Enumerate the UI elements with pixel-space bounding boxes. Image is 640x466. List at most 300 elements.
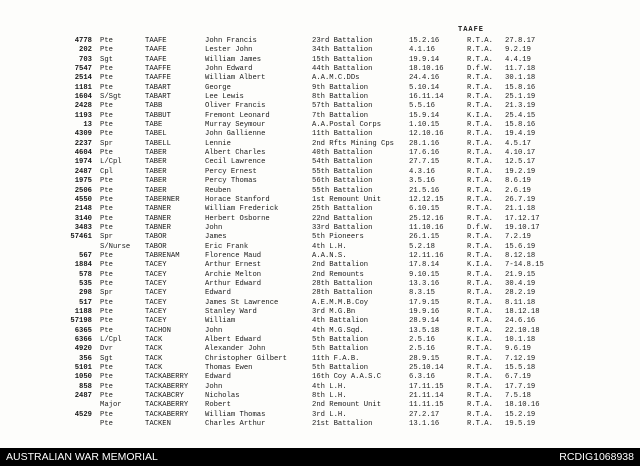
unit-cell: A.A.Postal Corps (312, 121, 382, 130)
fate-cell: R.T.A. (467, 233, 493, 242)
service-number-cell: 1604 (74, 93, 92, 102)
table-row (0, 420, 640, 429)
fate-date-cell: 15.8.16 (505, 121, 536, 130)
given-names-cell: Percy Thomas (205, 177, 257, 186)
given-names-cell: Lee Lewis (205, 93, 244, 102)
service-number-cell: 517 (79, 298, 92, 307)
given-names-cell: Charles Arthur (205, 420, 266, 429)
enlistment-date-cell: 26.1.15 (409, 233, 440, 242)
surname-cell: TACEY (145, 270, 167, 279)
given-names-cell: Nicholas (205, 392, 240, 401)
service-number-cell: 3483 (74, 223, 92, 232)
fate-date-cell: 8.11.18 (505, 298, 536, 307)
surname-cell: TABELL (145, 139, 171, 148)
enlistment-date-cell: 18.10.16 (409, 65, 444, 74)
rank-cell: Sgt (100, 354, 113, 363)
unit-cell: 22nd Battalion (312, 214, 373, 223)
fate-date-cell: 4.5.17 (505, 139, 531, 148)
given-names-cell: William James (205, 55, 262, 64)
fate-cell: R.T.A. (467, 186, 493, 195)
service-number-cell: 858 (79, 382, 92, 391)
surname-cell: TAAFE (145, 55, 167, 64)
fate-cell: R.T.A. (467, 149, 493, 158)
rank-cell: Pte (100, 186, 113, 195)
service-number-cell: 2487 (74, 392, 92, 401)
table-row (0, 215, 640, 224)
enlistment-date-cell: 13.3.16 (409, 279, 440, 288)
fate-date-cell: 18.12.18 (505, 307, 540, 316)
surname-cell: TAAFFE (145, 74, 171, 83)
unit-cell: 3rd M.G.Bn (312, 307, 356, 316)
fate-cell: R.T.A. (467, 279, 493, 288)
surname-cell: TABRENAM (145, 251, 180, 260)
rank-cell: Pte (100, 326, 113, 335)
fate-date-cell: 9.6.19 (505, 345, 531, 354)
enlistment-date-cell: 25.12.16 (409, 214, 444, 223)
table-row (0, 364, 640, 373)
fate-cell: R.T.A. (467, 139, 493, 148)
fate-date-cell: 24.6.16 (505, 317, 536, 326)
table-row (0, 187, 640, 196)
fate-date-cell: 15.6.19 (505, 242, 536, 251)
fate-date-cell: 4.4.19 (505, 55, 531, 64)
enlistment-date-cell: 27.7.15 (409, 158, 440, 167)
enlistment-date-cell: 5.5.16 (409, 102, 435, 111)
unit-cell: 2nd Battalion (312, 261, 369, 270)
unit-cell: 28th Battalion (312, 289, 373, 298)
surname-cell: TACKABCRY (145, 392, 184, 401)
enlistment-date-cell: 24.4.16 (409, 74, 440, 83)
surname-cell: TACKABERRY (145, 410, 189, 419)
fate-date-cell: 15.5.18 (505, 364, 536, 373)
rank-cell: Pte (100, 364, 113, 373)
given-names-cell: Robert (205, 401, 231, 410)
surname-cell: TABER (145, 149, 167, 158)
given-names-cell: William Frederick (205, 205, 279, 214)
fate-date-cell: 21.3.19 (505, 102, 536, 111)
given-names-cell: Herbert Osborne (205, 214, 270, 223)
unit-cell: 55th Battalion (312, 167, 373, 176)
given-names-cell: John (205, 326, 223, 335)
surname-cell: TABER (145, 158, 167, 167)
given-names-cell: Reuben (205, 186, 231, 195)
rank-cell: Pte (100, 149, 113, 158)
table-row (0, 401, 640, 410)
fate-cell: R.T.A. (467, 158, 493, 167)
rank-cell: Pte (100, 65, 113, 74)
unit-cell: 8th L.H. (312, 392, 347, 401)
enlistment-date-cell: 17.11.15 (409, 382, 444, 391)
enlistment-date-cell: 15.2.16 (409, 37, 440, 45)
enlistment-date-cell: 17.9.15 (409, 298, 440, 307)
fate-date-cell: 17.12.17 (505, 214, 540, 223)
service-number-cell: 535 (79, 279, 92, 288)
surname-cell: TACEY (145, 317, 167, 326)
rank-cell: Pte (100, 279, 113, 288)
surname-cell: TABE (145, 121, 163, 130)
enlistment-date-cell: 21.11.14 (409, 392, 444, 401)
fate-cell: R.T.A. (467, 401, 493, 410)
surname-cell: TACEY (145, 261, 167, 270)
rank-cell: Spr (100, 139, 113, 148)
enlistment-date-cell: 13.5.18 (409, 326, 440, 335)
service-number-cell: 2487 (74, 167, 92, 176)
table-row (0, 121, 640, 130)
table-row (0, 149, 640, 158)
enlistment-date-cell: 4.1.16 (409, 46, 435, 55)
service-number-cell: 356 (79, 354, 92, 363)
unit-cell: 44th Battalion (312, 65, 373, 74)
table-row (0, 37, 640, 46)
fate-cell: R.T.A. (467, 37, 493, 45)
given-names-cell: James (205, 233, 227, 242)
table-row (0, 84, 640, 93)
unit-cell: 56th Battalion (312, 177, 373, 186)
given-names-cell: Horace Stanford (205, 195, 270, 204)
service-number-cell: 6365 (74, 326, 92, 335)
fate-cell: R.T.A. (467, 46, 493, 55)
surname-cell: TACK (145, 336, 163, 344)
rank-cell: Pte (100, 251, 113, 260)
rank-cell: Major (100, 401, 122, 410)
unit-cell: 1st Remount Unit (312, 195, 382, 204)
service-number-cell: 2514 (74, 74, 92, 83)
surname-cell: TAAFFE (145, 65, 171, 74)
unit-cell: A.E.M.M.B.Coy (312, 298, 369, 307)
rank-cell: Pte (100, 261, 113, 270)
enlistment-date-cell: 4.3.16 (409, 167, 435, 176)
rank-cell: Pte (100, 205, 113, 214)
fate-cell: R.T.A. (467, 354, 493, 363)
unit-cell: 40th Battalion (312, 149, 373, 158)
fate-date-cell: 19.5.19 (505, 420, 536, 429)
enlistment-date-cell: 2.5.16 (409, 345, 435, 354)
table-row (0, 74, 640, 83)
surname-cell: TAAFE (145, 37, 167, 45)
rank-cell: Pte (100, 83, 113, 92)
given-names-cell: Thomas Ewen (205, 364, 253, 373)
fate-date-cell: 2.6.19 (505, 186, 531, 195)
rank-cell: Pte (100, 177, 113, 186)
fate-date-cell: 25.4.15 (505, 111, 536, 120)
given-names-cell: William Albert (205, 74, 266, 83)
fate-cell: R.T.A. (467, 364, 493, 373)
table-row (0, 383, 640, 392)
table-row (0, 112, 640, 121)
surname-cell: TACHON (145, 326, 171, 335)
table-row (0, 65, 640, 74)
service-number-cell: 3140 (74, 214, 92, 223)
service-number-cell: 4778 (74, 37, 92, 45)
given-names-cell: Fremont Leonard (205, 111, 270, 120)
unit-cell: 15th Battalion (312, 55, 373, 64)
rank-cell: Pte (100, 382, 113, 391)
enlistment-date-cell: 11.10.16 (409, 223, 444, 232)
unit-cell: 21st Battalion (312, 420, 373, 429)
table-row (0, 336, 640, 345)
service-number-cell: 13 (83, 121, 92, 130)
table-row (0, 261, 640, 270)
table-row (0, 392, 640, 401)
given-names-cell: Christopher Gilbert (205, 354, 287, 363)
fate-cell: R.T.A. (467, 130, 493, 139)
service-number-cell: 57198 (70, 317, 92, 326)
unit-cell: 25th Battalion (312, 205, 373, 214)
fate-cell: R.T.A. (467, 83, 493, 92)
rank-cell: L/Cpl (100, 336, 122, 344)
fate-date-cell: 21.1.18 (505, 205, 536, 214)
table-row (0, 196, 640, 205)
fate-cell: K.I.A. (467, 111, 493, 120)
given-names-cell: Murray Seymour (205, 121, 266, 130)
surname-cell: TACKEN (145, 420, 171, 429)
surname-cell: TABART (145, 93, 171, 102)
service-number-cell: 2148 (74, 205, 92, 214)
fate-date-cell: 18.10.16 (505, 401, 540, 410)
fate-cell: R.T.A. (467, 242, 493, 251)
table-row (0, 46, 640, 55)
fate-date-cell: 8.12.18 (505, 251, 536, 260)
unit-cell: 2nd Remount Unit (312, 401, 382, 410)
fate-cell: R.T.A. (467, 74, 493, 83)
fate-date-cell: 26.7.19 (505, 195, 536, 204)
surname-cell: TABOR (145, 233, 167, 242)
given-names-cell: Lester John (205, 46, 253, 55)
surname-cell: TABNER (145, 214, 171, 223)
enlistment-date-cell: 2.5.16 (409, 336, 435, 344)
service-number-cell: 2506 (74, 186, 92, 195)
rank-cell: Spr (100, 233, 113, 242)
enlistment-date-cell: 28.9.15 (409, 354, 440, 363)
table-row (0, 289, 640, 298)
fate-cell: R.T.A. (467, 307, 493, 316)
given-names-cell: John Edward (205, 65, 253, 74)
given-names-cell: Arthur Edward (205, 279, 262, 288)
fate-cell: R.T.A. (467, 177, 493, 186)
given-names-cell: John (205, 223, 223, 232)
fate-cell: R.T.A. (467, 410, 493, 419)
unit-cell: 7th Battalion (312, 111, 369, 120)
service-number-cell: 202 (79, 46, 92, 55)
unit-cell: 3rd L.H. (312, 410, 347, 419)
given-names-cell: Stanley Ward (205, 307, 257, 316)
table-row (0, 140, 640, 149)
service-number-cell: 1181 (74, 83, 92, 92)
enlistment-date-cell: 12.10.16 (409, 130, 444, 139)
fate-cell: R.T.A. (467, 270, 493, 279)
fate-cell: K.I.A. (467, 261, 493, 270)
unit-cell: 11th Battalion (312, 130, 373, 139)
rank-cell: Pte (100, 420, 113, 429)
fate-date-cell: 21.9.15 (505, 270, 536, 279)
fate-date-cell: 25.1.19 (505, 93, 536, 102)
given-names-cell: Oliver Francis (205, 102, 266, 111)
fate-date-cell: 6.7.19 (505, 373, 531, 382)
surname-heading: TAAFE (458, 26, 485, 34)
enlistment-date-cell: 17.8.14 (409, 261, 440, 270)
fate-cell: R.T.A. (467, 121, 493, 130)
enlistment-date-cell: 12.11.16 (409, 251, 444, 260)
fate-cell: R.T.A. (467, 195, 493, 204)
given-names-cell: Eric Frank (205, 242, 249, 251)
enlistment-date-cell: 8.3.15 (409, 289, 435, 298)
fate-date-cell: 28.2.19 (505, 289, 536, 298)
surname-cell: TABBUT (145, 111, 171, 120)
enlistment-date-cell: 15.9.14 (409, 111, 440, 120)
table-row (0, 252, 640, 261)
fate-cell: R.T.A. (467, 382, 493, 391)
table-row (0, 168, 640, 177)
service-number-cell: 1050 (74, 373, 92, 382)
service-number-cell: 1884 (74, 261, 92, 270)
service-number-cell: 5101 (74, 364, 92, 373)
service-number-cell: 4920 (74, 345, 92, 354)
fate-cell: K.I.A. (467, 336, 493, 344)
fate-cell: R.T.A. (467, 251, 493, 260)
unit-cell: 4th Battalion (312, 317, 369, 326)
table-row (0, 56, 640, 65)
surname-cell: TACK (145, 364, 163, 373)
rank-cell: Sgt (100, 55, 113, 64)
fate-cell: D.f.W. (467, 65, 493, 74)
enlistment-date-cell: 11.11.15 (409, 401, 444, 410)
given-names-cell: John Francis (205, 37, 257, 45)
surname-cell: TABERNER (145, 195, 180, 204)
rank-cell: Pte (100, 392, 113, 401)
unit-cell: 4th L.H. (312, 242, 347, 251)
enlistment-date-cell: 5.10.14 (409, 83, 440, 92)
table-row (0, 345, 640, 354)
rank-cell: S/Sgt (100, 93, 122, 102)
table-row (0, 93, 640, 102)
table-row (0, 130, 640, 139)
fate-date-cell: 30.4.19 (505, 279, 536, 288)
table-row (0, 271, 640, 280)
rank-cell: Pte (100, 111, 113, 120)
enlistment-date-cell: 9.10.15 (409, 270, 440, 279)
rank-cell: Pte (100, 37, 113, 45)
given-names-cell: William (205, 317, 236, 326)
unit-cell: 54th Battalion (312, 158, 373, 167)
footer-institution: AUSTRALIAN WAR MEMORIAL (6, 451, 158, 463)
service-number-cell: 57461 (70, 233, 92, 242)
service-number-cell: 1975 (74, 177, 92, 186)
table-row (0, 355, 640, 364)
fate-cell: R.T.A. (467, 167, 493, 176)
surname-cell: TACKABERRY (145, 373, 189, 382)
fate-cell: R.T.A. (467, 298, 493, 307)
surname-cell: TABART (145, 83, 171, 92)
unit-cell: 5th Battalion (312, 336, 369, 344)
table-row (0, 243, 640, 252)
unit-cell: 5th Battalion (312, 345, 369, 354)
table-row (0, 177, 640, 186)
fate-date-cell: 17.7.19 (505, 382, 536, 391)
rank-cell: Pte (100, 223, 113, 232)
table-row (0, 308, 640, 317)
unit-cell: 34th Battalion (312, 46, 373, 55)
surname-cell: TABER (145, 186, 167, 195)
fate-date-cell: 15.8.16 (505, 83, 536, 92)
enlistment-date-cell: 6.3.16 (409, 373, 435, 382)
surname-cell: TACEY (145, 279, 167, 288)
fate-cell: R.T.A. (467, 317, 493, 326)
rank-cell: Pte (100, 121, 113, 130)
service-number-cell: 578 (79, 270, 92, 279)
fate-date-cell: 7.12.19 (505, 354, 536, 363)
table-row (0, 373, 640, 382)
unit-cell: 57th Battalion (312, 102, 373, 111)
fate-date-cell: 10.1.18 (505, 336, 536, 344)
fate-cell: R.T.A. (467, 93, 493, 102)
given-names-cell: John (205, 382, 223, 391)
rank-cell: Pte (100, 307, 113, 316)
service-number-cell: 7547 (74, 65, 92, 74)
service-number-cell: 1188 (74, 307, 92, 316)
enlistment-date-cell: 12.12.15 (409, 195, 444, 204)
surname-cell: TACK (145, 354, 163, 363)
unit-cell: 5th Battalion (312, 364, 369, 373)
fate-cell: R.T.A. (467, 102, 493, 111)
enlistment-date-cell: 17.6.16 (409, 149, 440, 158)
fate-date-cell: 19.4.19 (505, 130, 536, 139)
given-names-cell: Alexander John (205, 345, 266, 354)
surname-cell: TACKABERRY (145, 382, 189, 391)
fate-date-cell: 8.6.19 (505, 177, 531, 186)
given-names-cell: Albert Charles (205, 149, 266, 158)
enlistment-date-cell: 16.11.14 (409, 93, 444, 102)
surname-cell: TABOR (145, 242, 167, 251)
rank-cell: Pte (100, 46, 113, 55)
service-number-cell: 4309 (74, 130, 92, 139)
unit-cell: 2nd Remounts (312, 270, 364, 279)
service-number-cell: 703 (79, 55, 92, 64)
fate-date-cell: 9.2.19 (505, 46, 531, 55)
given-names-cell: Albert Edward (205, 336, 262, 344)
service-number-cell: 4550 (74, 195, 92, 204)
service-number-cell: 1193 (74, 111, 92, 120)
fate-cell: R.T.A. (467, 373, 493, 382)
table-row (0, 233, 640, 242)
fate-cell: R.T.A. (467, 420, 493, 429)
rank-cell: Pte (100, 317, 113, 326)
surname-cell: TABNER (145, 223, 171, 232)
table-row (0, 102, 640, 111)
enlistment-date-cell: 25.10.14 (409, 364, 444, 373)
table-row (0, 317, 640, 326)
fate-cell: R.T.A. (467, 214, 493, 223)
surname-cell: TAAFE (145, 46, 167, 55)
fate-cell: R.T.A. (467, 326, 493, 335)
given-names-cell: James St Lawrence (205, 298, 279, 307)
fate-date-cell: 11.7.18 (505, 65, 536, 74)
rank-cell: Dvr (100, 345, 113, 354)
enlistment-date-cell: 28.1.16 (409, 139, 440, 148)
unit-cell: 16th Coy A.A.S.C (312, 373, 382, 382)
service-number-cell: 298 (79, 289, 92, 298)
table-row (0, 411, 640, 420)
fate-date-cell: 22.10.18 (505, 326, 540, 335)
surname-cell: TABNER (145, 205, 171, 214)
fate-cell: R.T.A. (467, 55, 493, 64)
fate-date-cell: 15.2.19 (505, 410, 536, 419)
enlistment-date-cell: 5.2.18 (409, 242, 435, 251)
rank-cell: Pte (100, 270, 113, 279)
fate-cell: R.T.A. (467, 289, 493, 298)
surname-cell: TABB (145, 102, 163, 111)
service-number-cell: 4529 (74, 410, 92, 419)
fate-cell: D.f.W. (467, 223, 493, 232)
